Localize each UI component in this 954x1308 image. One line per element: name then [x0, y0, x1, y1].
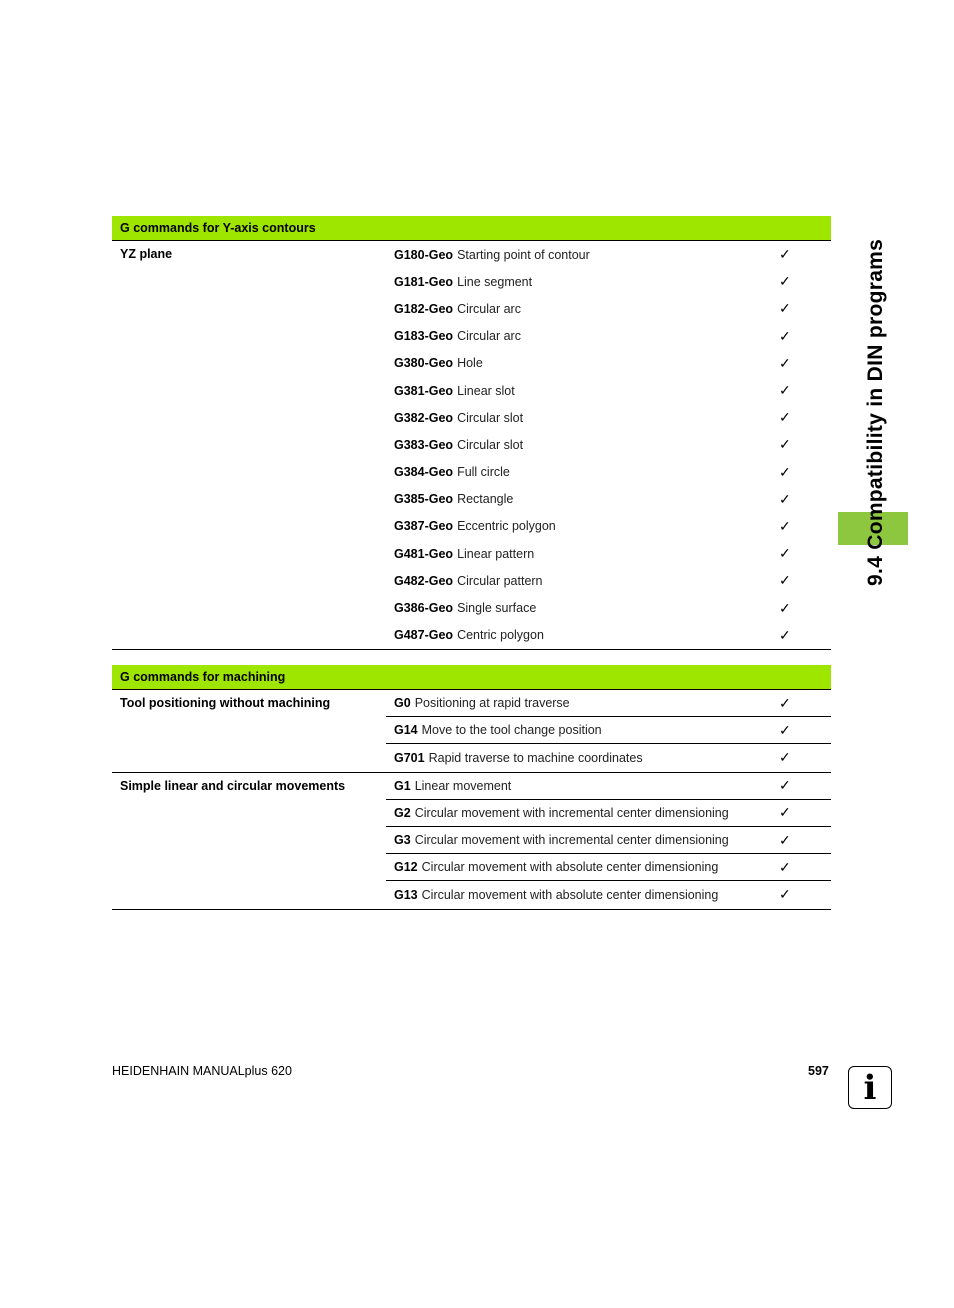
row-text: [386, 411, 779, 425]
g-code-description: Move to the tool change position: [421, 723, 602, 738]
table-group: [112, 773, 831, 910]
g-code: G181-Geo: [394, 274, 454, 289]
g-code: G385-Geo: [394, 492, 454, 507]
table-row: [386, 881, 831, 908]
table-row: [386, 459, 831, 486]
g-code: G0: [394, 696, 411, 711]
table-group: [112, 241, 831, 650]
check-icon: ✓: [779, 545, 791, 562]
group-rows: [386, 241, 831, 649]
row-text: [386, 384, 779, 398]
table-row: [386, 350, 831, 377]
table-row: [386, 241, 831, 268]
g-code: G386-Geo: [394, 601, 454, 616]
g-code: G183-Geo: [394, 329, 454, 344]
row-text: [386, 519, 779, 533]
table-row: [386, 567, 831, 594]
g-code-description: Linear slot: [457, 383, 515, 398]
g-code: G387-Geo: [394, 519, 454, 534]
g-code-description: Single surface: [457, 601, 537, 616]
g-code-description: Hole: [457, 356, 483, 371]
group-label: YZ plane: [120, 247, 173, 261]
info-icon: i: [848, 1066, 892, 1109]
g-code: G12: [394, 860, 418, 875]
row-text: [386, 275, 779, 289]
row-text: [386, 833, 779, 847]
g-code-description: Starting point of contour: [457, 247, 590, 262]
table-body: [112, 241, 831, 650]
group-rows: [386, 773, 831, 909]
check-icon: ✓: [779, 246, 791, 263]
row-text: [386, 547, 779, 561]
check-icon: ✓: [779, 831, 791, 848]
row-text: [386, 438, 779, 452]
table-row: [386, 690, 831, 717]
g-code: G384-Geo: [394, 465, 454, 480]
table-row: [386, 622, 831, 649]
table-row: [386, 268, 831, 295]
g-code-description: Circular pattern: [457, 573, 543, 588]
check-icon: ✓: [779, 517, 791, 534]
g-code: G381-Geo: [394, 383, 454, 398]
g-code-description: Rectangle: [457, 492, 514, 507]
table-machining: [112, 665, 831, 910]
g-code-description: Centric polygon: [457, 628, 544, 643]
table-row: [386, 404, 831, 431]
check-icon: ✓: [779, 886, 791, 903]
g-code-description: Circular arc: [457, 301, 521, 316]
row-text: [386, 248, 779, 262]
g-code-description: Circular movement with absolute center dimensioning: [421, 860, 719, 875]
g-code-description: Circular movement with incremental center dimensioning: [414, 805, 729, 820]
check-icon: ✓: [779, 463, 791, 480]
g-code: G13: [394, 887, 418, 902]
check-icon: ✓: [779, 490, 791, 507]
row-text: [386, 723, 779, 737]
check-icon: ✓: [779, 273, 791, 290]
table-body: [112, 690, 831, 910]
g-code: G481-Geo: [394, 546, 454, 561]
page-number: 597: [808, 1064, 829, 1078]
check-icon: ✓: [779, 409, 791, 426]
table-header: G commands for Y-axis contours: [112, 216, 831, 241]
table-row: [386, 773, 831, 800]
g-code-description: Positioning at rapid traverse: [414, 696, 570, 711]
g-code: G383-Geo: [394, 437, 454, 452]
section-title-vertical: 9.4 Compatibility in DIN programs: [864, 238, 887, 586]
g-code-description: Circular slot: [457, 410, 524, 425]
check-icon: ✓: [779, 721, 791, 738]
group-label: Tool positioning without machining: [120, 696, 331, 710]
check-icon: ✓: [779, 572, 791, 589]
table-row: [386, 594, 831, 621]
row-text: [386, 356, 779, 370]
g-code-description: Rapid traverse to machine coordinates: [428, 750, 643, 765]
group-rows: [386, 690, 831, 772]
g-code: G182-Geo: [394, 301, 454, 316]
table-row: [386, 854, 831, 881]
check-icon: ✓: [779, 777, 791, 794]
table-row: [386, 744, 831, 771]
row-text: [386, 696, 779, 710]
check-icon: ✓: [779, 804, 791, 821]
footer-manual-title: HEIDENHAIN MANUALplus 620: [112, 1064, 292, 1078]
check-icon: ✓: [779, 382, 791, 399]
table-row: [386, 295, 831, 322]
g-code: G382-Geo: [394, 410, 454, 425]
table-row: [386, 431, 831, 458]
row-text: [386, 751, 779, 765]
check-icon: ✓: [779, 749, 791, 766]
table-group: [112, 690, 831, 773]
table-row: [386, 323, 831, 350]
check-icon: ✓: [779, 858, 791, 875]
g-code: G180-Geo: [394, 247, 454, 262]
row-text: [386, 860, 779, 874]
g-code: G482-Geo: [394, 573, 454, 588]
check-icon: ✓: [779, 300, 791, 317]
check-icon: ✓: [779, 599, 791, 616]
table-row: [386, 513, 831, 540]
g-code-description: Circular arc: [457, 329, 521, 344]
check-icon: ✓: [779, 327, 791, 344]
table-row: [386, 800, 831, 827]
row-text: [386, 492, 779, 506]
check-icon: ✓: [779, 436, 791, 453]
g-code-description: Linear pattern: [457, 546, 535, 561]
g-code-description: Full circle: [457, 465, 510, 480]
g-code-description: Eccentric polygon: [457, 519, 556, 534]
table-row: [386, 377, 831, 404]
g-code-description: Linear movement: [414, 778, 512, 793]
g-code: G14: [394, 723, 418, 738]
table-header: G commands for machining: [112, 665, 831, 690]
g-code: G2: [394, 805, 411, 820]
row-text: [386, 601, 779, 615]
g-code-description: Line segment: [457, 274, 533, 289]
row-text: [386, 574, 779, 588]
g-code-description: Circular slot: [457, 437, 524, 452]
g-code: G701: [394, 750, 425, 765]
row-text: [386, 779, 779, 793]
table-row: [386, 717, 831, 744]
check-icon: ✓: [779, 694, 791, 711]
row-text: [386, 628, 779, 642]
check-icon: ✓: [779, 626, 791, 643]
row-text: [386, 329, 779, 343]
g-code: G3: [394, 833, 411, 848]
check-icon: ✓: [779, 354, 791, 371]
table-row: [386, 486, 831, 513]
row-text: [386, 888, 779, 902]
group-label: Simple linear and circular movements: [120, 778, 346, 793]
table-row: [386, 540, 831, 567]
table-y-axis-contours: [112, 216, 831, 650]
g-code-description: Circular movement with absolute center dimensioning: [421, 887, 719, 902]
table-row: [386, 827, 831, 854]
row-text: [386, 806, 779, 820]
g-code: G380-Geo: [394, 356, 454, 371]
g-code-description: Circular movement with incremental center dimensioning: [414, 833, 729, 848]
g-code: G487-Geo: [394, 628, 454, 643]
row-text: [386, 302, 779, 316]
g-code: G1: [394, 778, 411, 793]
row-text: [386, 465, 779, 479]
